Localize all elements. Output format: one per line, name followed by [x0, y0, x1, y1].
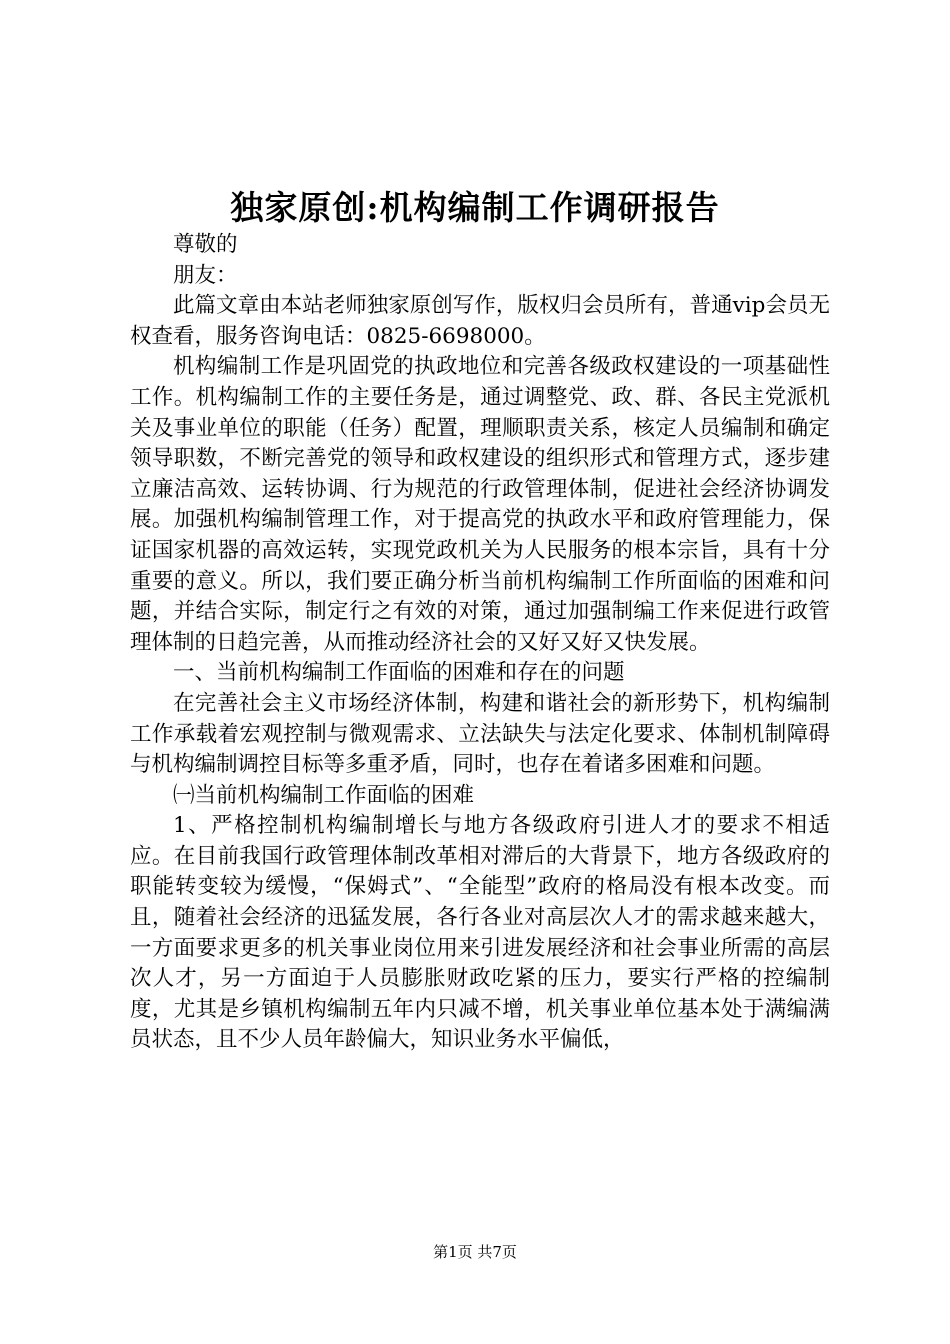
intro-paragraph: 机构编制工作是巩固党的执政地位和完善各级政权建设的一项基础性工作。机构编制工作的主要任务是，通过调整党、政、群、各民主党派机关及事业单位的职能（任务）配置，理顺职责关系，核定人员编制和确定领导职数，不断完善党的领导和政权建设的组织形式和管理方式，逐步建立廉洁高效、运转协调、行为规范的行政管理体制，促进社会经济协调发展。加强机构编制管理工作，对于提高党的执政水平和政府管理能力，保证国家机器的高效运转，实现党政机关为人民服务的根本宗旨，具有十分重要的意义。所以，我们要正确分析当前机构编制工作所面临的困难和问题，并结合实际，制定行之有效的对策，通过加强制编工作来促进行政管理体制的日趋完善，从而推动经济社会的又好又好又快发展。	[130, 354, 830, 655]
copyright-notice-paragraph: 此篇文章由本站老师独家原创写作，版权归会员所有，普通vip会员无权查看，服务咨询电话：0825-6698000。	[130, 293, 830, 349]
document-body	[130, 230, 830, 1056]
page-number-footer: 第1页 共7页	[433, 1243, 517, 1261]
salutation-line-2: 朋友：	[173, 262, 238, 288]
section-1-paragraph: 在完善社会主义市场经济体制，构建和谐社会的新形势下，机构编制工作承载着宏观控制与微观需求、立法缺失与法定化要求、体制机制障碍与机构编制调控目标等多重矛盾，同时，也存在着诸多困难和问题。	[130, 690, 830, 778]
document-title: 独家原创:机构编制工作调研报告	[230, 188, 720, 227]
subsection-1-paragraph: 1、严格控制机构编制增长与地方各级政府引进人才的要求不相适应。在目前我国行政管理体制改革相对滞后的大背景下，地方各级政府的职能转变较为缓慢，“保姆式”、“全能型”政府的格局没有根本改变。而且，随着社会经济的迅猛发展，各行各业对高层次人才的需求越来越大，一方面要求更多的机关事业岗位用来引进发展经济和社会事业所需的高层次人才，另一方面迫于人员膨胀财政吃紧的压力，要实行严格的控编制度，尤其是乡镇机构编制五年内只减不增，机关事业单位基本处于满编满员状态，且不少人员年龄偏大，知识业务水平偏低，	[130, 813, 830, 1053]
section-heading-1: 一、当前机构编制工作面临的困难和存在的问题	[173, 660, 625, 686]
salutation-line-1: 尊敬的	[173, 232, 238, 257]
subsection-heading-1: ㈠当前机构编制工作面临的困难	[173, 782, 475, 808]
